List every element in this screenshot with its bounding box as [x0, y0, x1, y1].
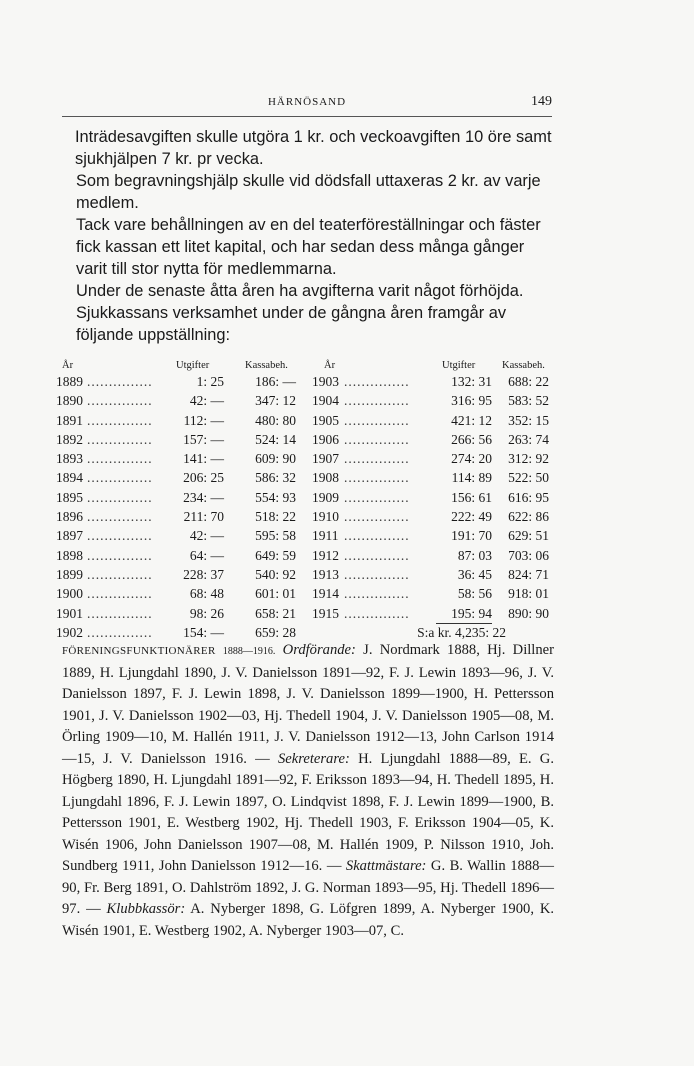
chairman-label: Ordförande: — [282, 642, 356, 658]
year-header: År — [62, 360, 74, 371]
year-header: År — [324, 360, 336, 371]
expenses-cell: 222: 49 — [451, 509, 492, 525]
balance-cell: 583: 52 — [508, 393, 549, 409]
paragraph: Sjukkassans verksamhet under de gångna åren framgår av följande uppställning: — [76, 304, 507, 344]
leader-dots: ............... — [87, 586, 153, 602]
balance-cell: 824: 71 — [508, 566, 549, 582]
club-treasurer-label: Klubbkassör: — [106, 901, 186, 917]
balance-cell: 540: 92 — [255, 566, 296, 582]
year-cell: 1915 — [312, 605, 339, 621]
table-row — [56, 488, 556, 507]
leader-dots: ............... — [87, 489, 153, 505]
section-years: 1888—1916. — [222, 646, 276, 657]
expenses-cell: 195: 94 — [436, 604, 492, 624]
expenses-cell: 42: — — [189, 393, 224, 409]
balance-cell: 918: 01 — [508, 586, 549, 602]
table-row — [56, 430, 556, 449]
table-header — [56, 356, 556, 372]
expenses-cell: 211: 70 — [183, 509, 224, 525]
finance-table — [56, 356, 556, 642]
year-cell: 1899 — [56, 566, 83, 582]
leader-dots: ............... — [87, 470, 153, 486]
balance-cell: 609: 90 — [255, 451, 296, 467]
leader-dots: ............... — [87, 547, 153, 563]
club-treasurer-text: A. Nyberger 1898, G. Löfgren 1899, A. Nyberger 1900, K. Wisén 1901, E. Westberg 1902, A. Nyberger 1903—07, C. — [62, 901, 555, 939]
paragraph: Inträdesavgiften skulle utgöra 1 kr. och veckoavgiften 10 öre samt sjukhjälpen 7 kr. pr vecka. — [75, 128, 552, 168]
leader-dots: ............... — [344, 431, 410, 447]
expenses-cell: 191: 70 — [451, 528, 492, 544]
leader-dots: ............... — [344, 489, 410, 505]
leader-dots: ............... — [344, 412, 410, 428]
table-row — [56, 411, 556, 430]
expenses-cell: 36: 45 — [457, 566, 492, 582]
expenses-cell: 316: 95 — [451, 393, 492, 409]
expenses-cell: 114: 89 — [451, 470, 492, 486]
leader-dots: ............... — [344, 528, 410, 544]
leader-dots: ............... — [87, 605, 153, 621]
leader-dots: ............... — [87, 509, 153, 525]
balance-cell: 622: 86 — [508, 509, 549, 525]
expenses-cell: 64: — — [189, 547, 224, 563]
expenses-cell: 206: 25 — [183, 470, 224, 486]
expenses-cell: 68: 48 — [189, 586, 224, 602]
balance-cell: 524: 14 — [255, 431, 296, 447]
year-cell: 1903 — [312, 374, 339, 389]
expenses-cell: 87: 03 — [457, 547, 492, 563]
page-header — [62, 94, 552, 114]
treasurer-text: G. B. Wallin 1888—90, Fr. Berg 1891, O. Dahlström 1892, J. G. Norman 1893—95, Hj. Thedell 1896—97. — — [62, 858, 554, 917]
leader-dots: ............... — [344, 451, 410, 467]
paragraph: Tack vare behållningen av en del teaterföreställningar och fäster fick kassan ett litet kapital, och har sedan dess många gånger varit till stor nytta för medlemmarna. — [76, 216, 541, 278]
year-cell: 1895 — [56, 489, 83, 505]
expenses-cell: 141: — — [183, 451, 224, 467]
year-cell: 1896 — [56, 509, 83, 525]
table-row — [56, 507, 556, 526]
expenses-cell: 157: — — [183, 431, 224, 447]
year-cell: 1898 — [56, 547, 83, 563]
officers-section — [62, 640, 554, 942]
balance-cell: 659: 28 — [255, 624, 296, 640]
balance-cell: 595: 58 — [255, 528, 296, 544]
leader-dots: ............... — [344, 586, 410, 602]
leader-dots: ............... — [344, 374, 410, 389]
table-row — [56, 449, 556, 468]
balance-cell: 586: 32 — [255, 470, 296, 486]
leader-dots: ............... — [87, 431, 153, 447]
table-row — [56, 604, 556, 623]
balance-cell: 312: 92 — [508, 451, 549, 467]
chairman-text: J. Nordmark 1888, Hj. Dillner 1889, H. Ljungdahl 1890, J. V. Danielsson 1891—92, F. J. Lewin 1893—96, J. V. Danielsson 1897, F. J. Lewin 1898, J. V. Danielsson 1899—1900, H. Pettersson 1901, J. V. Danielsson 1902—03, Hj. Thedell 1904, J. V. Danielsson 1905—08, M. Örling 1909—10, M. Hallén 1911, J. V. Danielsson 1912—13, John Carlson 1914—15, J. V. Danielsson 1916. — — [62, 642, 554, 767]
expenses-cell: 274: 20 — [451, 451, 492, 467]
expenses-cell: 98: 26 — [189, 605, 224, 621]
balance-cell: 522: 50 — [508, 470, 549, 486]
year-cell: 1905 — [312, 412, 339, 428]
year-cell: 1907 — [312, 451, 339, 467]
balance-cell: 186: — — [255, 374, 296, 389]
expenses-cell: 234: — — [183, 489, 224, 505]
expenses-cell: 42: — — [189, 528, 224, 544]
expenses-cell: 228: 37 — [183, 566, 224, 582]
year-cell: 1911 — [312, 528, 339, 544]
expenses-cell: 156: 61 — [451, 489, 492, 505]
year-cell: 1909 — [312, 489, 339, 505]
leader-dots: ............... — [87, 451, 153, 467]
year-cell: 1910 — [312, 509, 339, 525]
page-number: 149 — [531, 94, 552, 109]
balance-cell: 352: 15 — [508, 412, 549, 428]
leader-dots: ............... — [344, 393, 410, 409]
balance-cell: 601: 01 — [255, 586, 296, 602]
balance-cell: 480: 80 — [255, 412, 296, 428]
leader-dots: ............... — [87, 374, 153, 389]
table-row — [56, 584, 556, 603]
total-cell: S:a kr. 4,235: 22 — [417, 624, 506, 640]
expenses-header: Utgifter — [176, 360, 210, 371]
balance-cell: 554: 93 — [255, 489, 296, 505]
balance-cell: 649: 59 — [255, 547, 296, 563]
table-row — [56, 565, 556, 584]
year-cell: 1904 — [312, 393, 339, 409]
leader-dots: ............... — [344, 566, 410, 582]
year-cell: 1900 — [56, 586, 83, 602]
balance-cell: 263: 74 — [508, 431, 549, 447]
leader-dots: ............... — [87, 528, 153, 544]
year-cell: 1906 — [312, 431, 339, 447]
table-row — [56, 546, 556, 565]
balance-header: Kassabeh. — [502, 360, 545, 371]
table-row — [56, 526, 556, 545]
expenses-cell: 132: 31 — [451, 374, 492, 389]
year-cell: 1897 — [56, 528, 83, 544]
year-cell: 1914 — [312, 586, 339, 602]
table-row — [56, 372, 556, 391]
year-cell: 1901 — [56, 605, 83, 621]
year-cell: 1908 — [312, 470, 339, 486]
leader-dots: ............... — [344, 470, 410, 486]
leader-dots: ............... — [87, 412, 153, 428]
table-row — [56, 468, 556, 487]
year-cell: 1891 — [56, 412, 83, 428]
paragraph: Under de senaste åtta åren ha avgifterna varit något förhöjda. — [76, 282, 524, 300]
leader-dots: ............... — [87, 624, 153, 640]
balance-cell: 688: 22 — [508, 374, 549, 389]
balance-cell: 890: 90 — [508, 605, 549, 621]
secretary-label: Sekreterare: — [277, 750, 350, 767]
secretary-text: H. Ljungdahl 1888—89, E. G. Högberg 1890, H. Ljungdahl 1891—92, F. Eriksson 1893—94, H. Thedell 1895, H. Ljungdahl 1896, F. J. Lewin 1897, O. Lindqvist 1898, F. J. Lewin 1899—1900, B. Pettersson 1901, E. Westberg 1902, Hj. Thedell 1903, F. Eriksson 1904—05, K. Wisén 1906, John Danielsson 1907—08, M. Hallén 1909, P. Nilsson 1910, Joh. Sundberg 1911, John Danielsson 1912—16. — — [62, 750, 554, 874]
table-row — [56, 391, 556, 410]
leader-dots: ............... — [344, 509, 410, 525]
leader-dots: ............... — [344, 547, 410, 563]
year-cell: 1889 — [56, 374, 83, 389]
treasurer-label: Skattmästare: — [345, 858, 427, 874]
balance-cell: 616: 95 — [508, 489, 549, 505]
balance-cell: 703: 06 — [508, 547, 549, 563]
header-rule — [62, 116, 552, 117]
balance-cell: 347: 12 — [255, 393, 296, 409]
expenses-cell: 58: 56 — [457, 586, 492, 602]
year-cell: 1912 — [312, 547, 339, 563]
leader-dots: ............... — [344, 605, 410, 621]
year-cell: 1893 — [56, 451, 83, 467]
expenses-cell: 266: 56 — [451, 431, 492, 447]
year-cell: 1892 — [56, 431, 83, 447]
balance-cell: 629: 51 — [508, 528, 549, 544]
year-cell: 1913 — [312, 566, 339, 582]
leader-dots: ............... — [87, 393, 153, 409]
balance-cell: 658: 21 — [255, 605, 296, 621]
balance-cell: 518: 22 — [255, 509, 296, 525]
leader-dots: ............... — [87, 566, 153, 582]
body-text — [76, 126, 554, 346]
expenses-cell: 1: 25 — [196, 374, 224, 389]
balance-header: Kassabeh. — [245, 360, 288, 371]
expenses-cell: 112: — — [183, 412, 224, 428]
expenses-cell: 154: — — [183, 624, 224, 640]
expenses-header: Utgifter — [442, 360, 476, 371]
year-cell: 1890 — [56, 393, 83, 409]
running-title: HÄRNÖSAND — [267, 96, 347, 108]
section-heading: FÖRENINGSFUNKTIONÄRER — [62, 645, 216, 657]
year-cell: 1894 — [56, 470, 83, 486]
year-cell: 1902 — [56, 624, 83, 640]
expenses-cell: 421: 12 — [451, 412, 492, 428]
paragraph: Som begravningshjälp skulle vid dödsfall uttaxeras 2 kr. av varje medlem. — [76, 172, 541, 212]
